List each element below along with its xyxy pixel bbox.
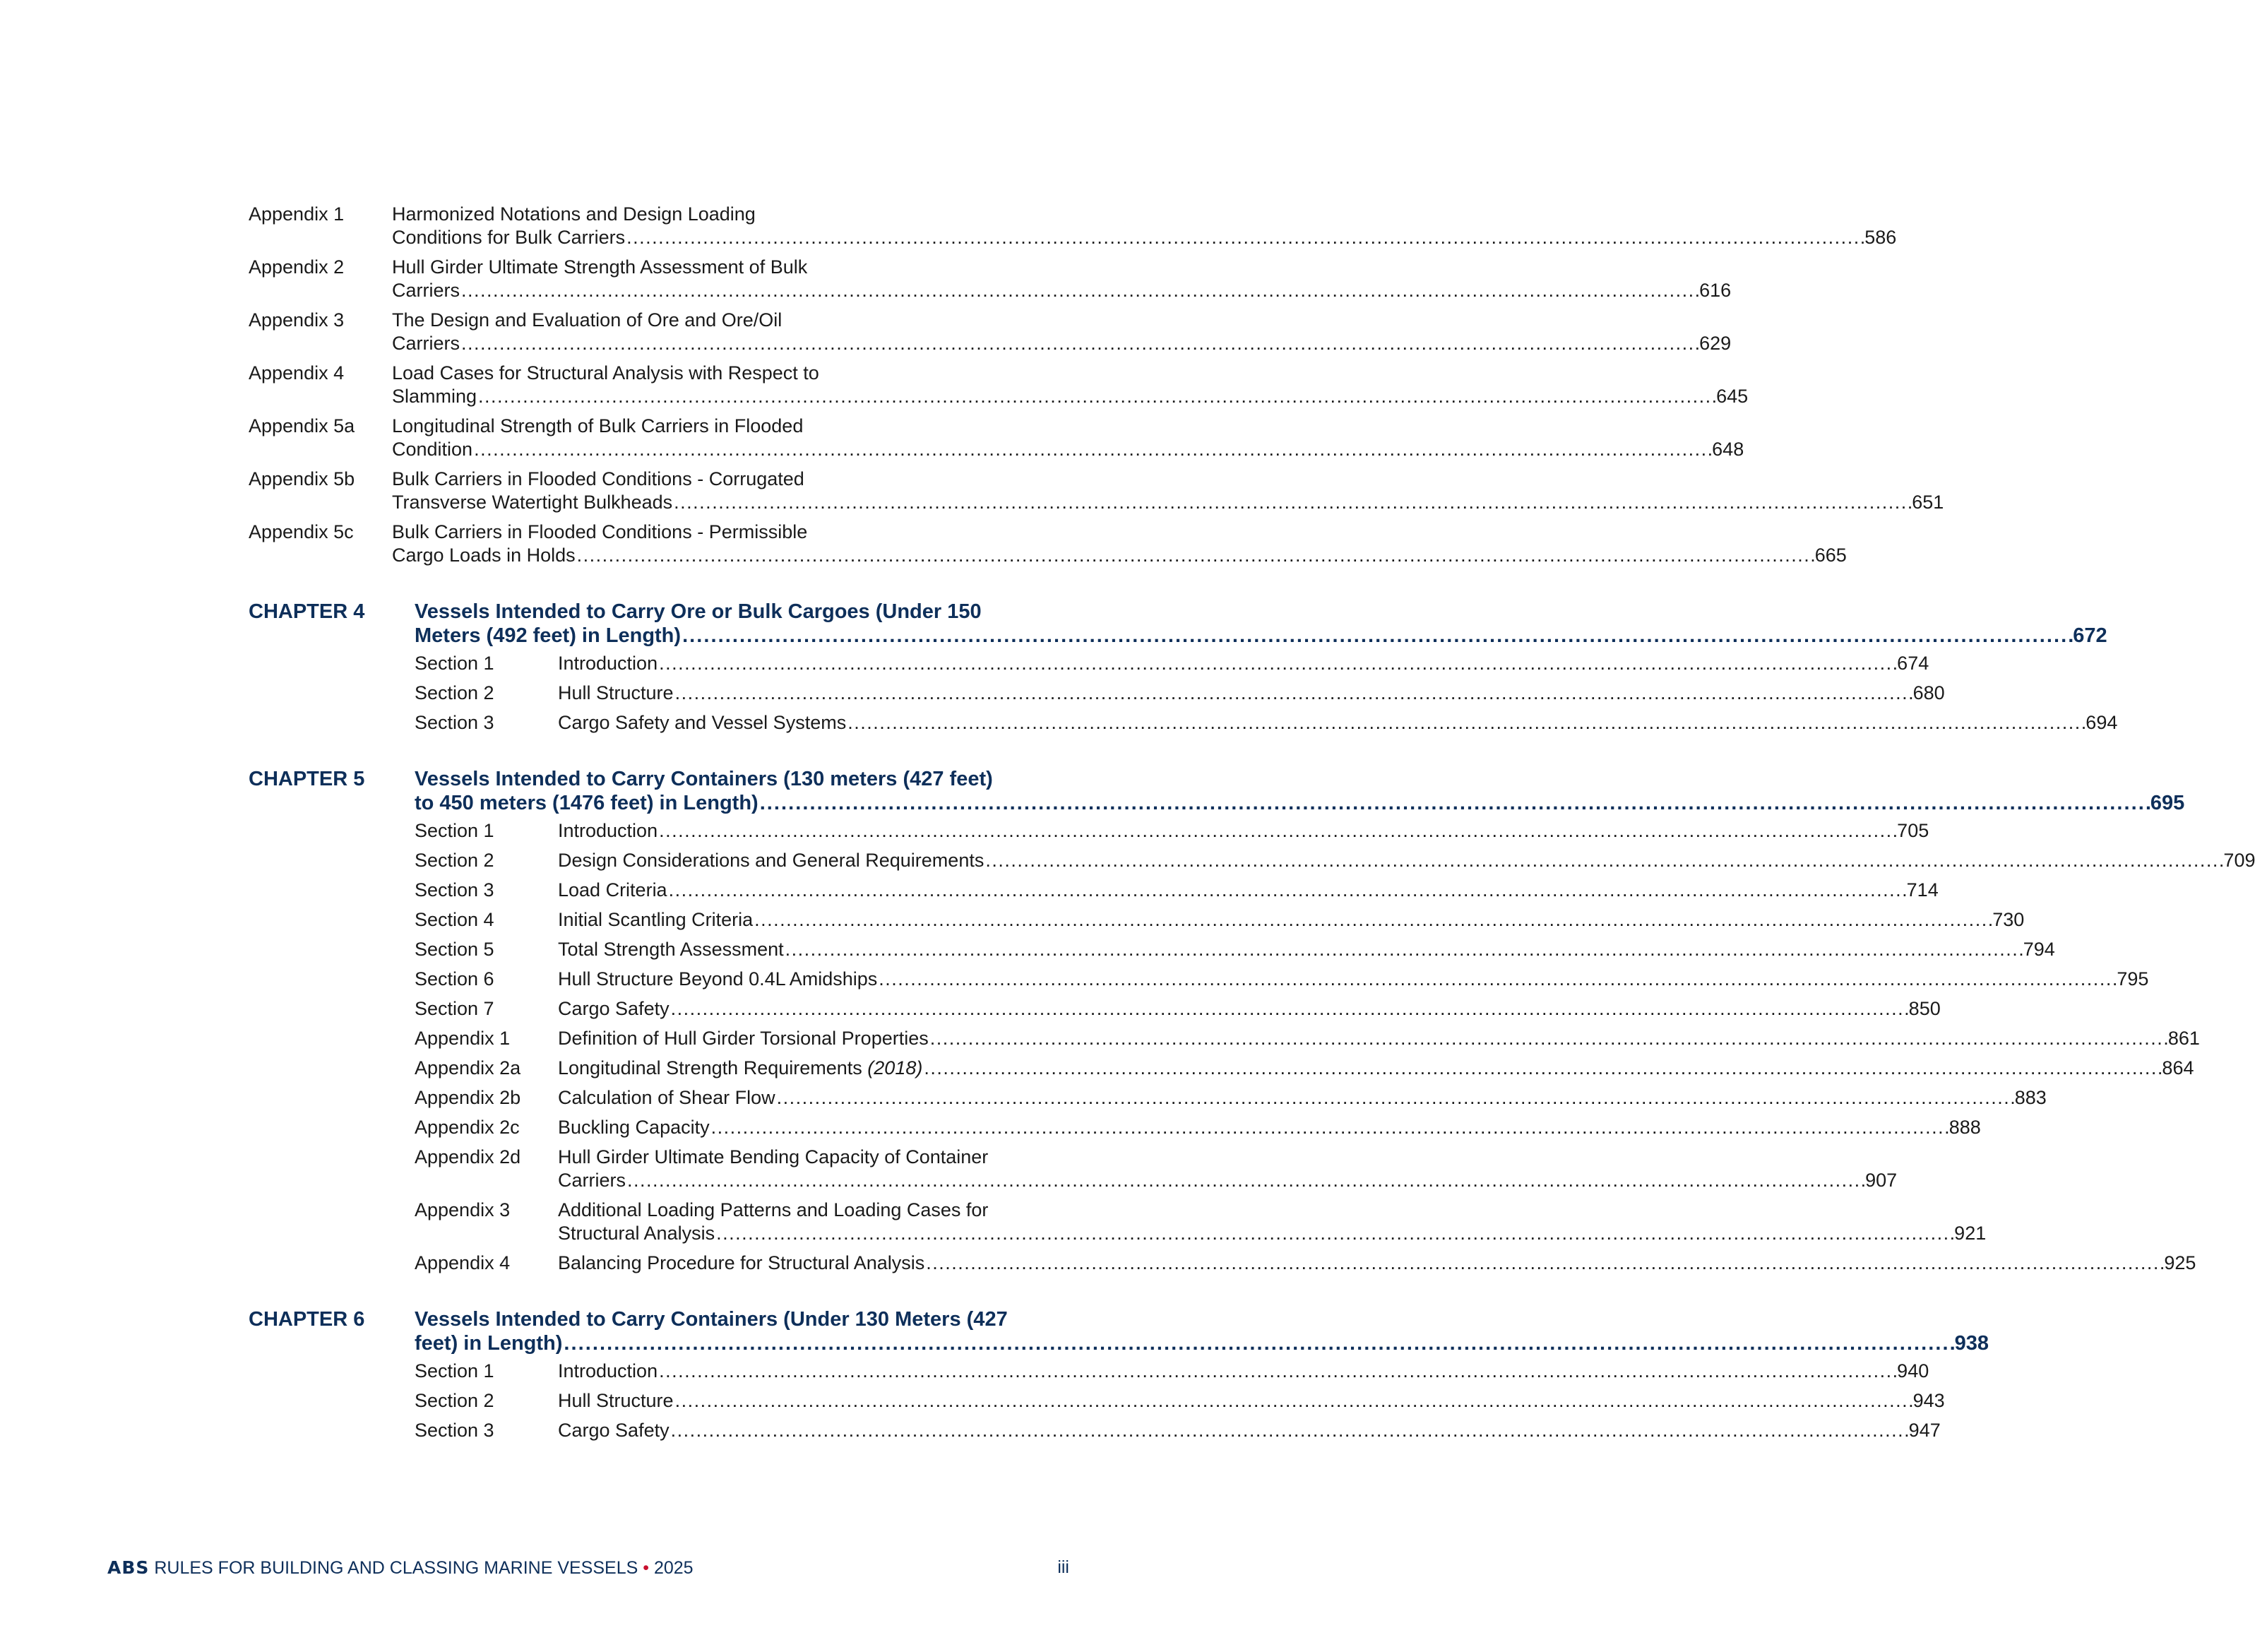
toc-entry[interactable] xyxy=(415,1057,2194,1080)
entry-title: Hull Structure xyxy=(558,682,674,703)
entry-title: Definition of Hull Girder Torsional Properties xyxy=(558,1028,929,1049)
entry-page: 709 xyxy=(2223,850,2255,871)
footer-year: 2025 xyxy=(653,1558,694,1578)
chapter-heading[interactable] xyxy=(249,767,2185,815)
abs-logo: ABS xyxy=(107,1557,150,1578)
entry-label: Appendix 2c xyxy=(415,1117,520,1138)
entry-title-line2: Carriers xyxy=(392,333,460,354)
toc-entry[interactable] xyxy=(249,256,1732,302)
toc-entry[interactable] xyxy=(415,711,2118,735)
footer-page-number: iii xyxy=(1057,1557,1069,1577)
entry-title-line1: Hull Girder Ultimate Bending Capacity of Container xyxy=(558,1146,989,1167)
entry-title-line1: Load Cases for Structural Analysis with Respect to xyxy=(392,362,819,384)
entry-title: Cargo Safety xyxy=(558,1420,670,1441)
toc-entry[interactable] xyxy=(415,652,1929,675)
toc-entry[interactable] xyxy=(415,849,2255,872)
chapter-sections xyxy=(415,652,2118,735)
toc-entry[interactable] xyxy=(415,938,2055,961)
chapter-label: CHAPTER 5 xyxy=(249,768,365,790)
footer-rules-title: RULES FOR BUILDING AND CLASSING MARINE VESSELS xyxy=(154,1558,638,1578)
entry-title-line1: Additional Loading Patterns and Loading Cases for xyxy=(558,1199,989,1220)
toc-entry[interactable] xyxy=(249,309,1732,355)
toc-entry[interactable] xyxy=(249,521,1847,567)
entry-page: 883 xyxy=(2014,1087,2047,1108)
toc-entry[interactable] xyxy=(415,1199,1987,1245)
entry-page: 861 xyxy=(2167,1028,2200,1049)
entry-title-line1: Harmonized Notations and Design Loading xyxy=(392,203,756,225)
entry-page: 705 xyxy=(1897,820,1929,841)
entry-page: 943 xyxy=(1912,1390,1945,1411)
toc-entry[interactable] xyxy=(415,1027,2200,1050)
entry-title: Carriers xyxy=(558,1170,626,1191)
entry-title-line2: Cargo Loads in Holds xyxy=(392,545,576,566)
entry-label: Section 3 xyxy=(415,712,494,733)
entry-page: 694 xyxy=(2086,712,2118,733)
entry-label: Section 1 xyxy=(415,1360,494,1381)
entry-title: Hull Structure Beyond 0.4L Amidships xyxy=(558,968,878,990)
entry-label: Section 3 xyxy=(415,879,494,901)
toc-entry[interactable] xyxy=(415,819,1929,843)
entry-page: 850 xyxy=(1908,998,1941,1019)
entry-title-line2: Carriers xyxy=(392,280,460,301)
chapter-title-line2: feet) in Length) xyxy=(415,1332,563,1355)
entry-label: Appendix 4 xyxy=(249,362,345,384)
entry-label: Appendix 2b xyxy=(415,1087,521,1108)
entry-title-line2: Conditions for Bulk Carriers xyxy=(392,227,626,248)
entry-label: Section 1 xyxy=(415,653,494,674)
entry-title: Balancing Procedure for Structural Analysis xyxy=(558,1252,925,1273)
toc-entry[interactable] xyxy=(415,1360,1929,1383)
entry-title: Cargo Safety and Vessel Systems xyxy=(558,712,847,733)
entry-label: Section 1 xyxy=(415,820,494,841)
entry-page: 645 xyxy=(1716,386,1749,407)
toc-entry[interactable] xyxy=(415,968,2149,991)
entry-page: 864 xyxy=(2162,1057,2194,1078)
entry-page: 665 xyxy=(1814,545,1847,566)
entry-label: Section 2 xyxy=(415,850,494,871)
toc-entry[interactable] xyxy=(415,908,2025,932)
entry-label: Appendix 5a xyxy=(249,415,355,436)
entry-label: Appendix 3 xyxy=(249,309,345,331)
entry-page: 586 xyxy=(1864,227,1897,248)
entry-page: 940 xyxy=(1897,1360,1929,1381)
chapter-page: 938 xyxy=(1954,1332,1989,1355)
entry-label: Section 2 xyxy=(415,1390,494,1411)
entry-title-line1: Bulk Carriers in Flooded Conditions - Permissible xyxy=(392,521,808,542)
entry-title: Load Criteria xyxy=(558,879,667,901)
chapter-title-line2: Meters (492 feet) in Length) xyxy=(415,624,682,647)
entry-title: Introduction xyxy=(558,820,658,841)
footer-title xyxy=(107,1557,694,1579)
toc-entry[interactable] xyxy=(249,415,1744,461)
toc-entry[interactable] xyxy=(415,997,1941,1021)
entry-page: 616 xyxy=(1699,280,1732,301)
entry-title-line2: Condition xyxy=(392,439,473,460)
entry-page: 648 xyxy=(1712,439,1744,460)
entry-title: Buckling Capacity xyxy=(558,1117,710,1138)
entry-title-note: (2018) xyxy=(867,1057,923,1078)
entry-page: 921 xyxy=(1954,1223,1987,1244)
chapter-title-line2: to 450 meters (1476 feet) in Length) xyxy=(415,792,758,814)
chapter-heading[interactable] xyxy=(249,600,2107,648)
entry-label: Appendix 5c xyxy=(249,521,354,542)
entry-label: Section 5 xyxy=(415,939,494,960)
entry-label: Appendix 5b xyxy=(249,468,355,489)
entry-label: Appendix 4 xyxy=(415,1252,511,1273)
entry-page: 714 xyxy=(1906,879,1939,901)
entry-title: Introduction xyxy=(558,1360,658,1381)
entry-label: Section 4 xyxy=(415,909,494,930)
chapter-title-line1: Vessels Intended to Carry Containers (Under 130 Meters (427 xyxy=(415,1308,1008,1331)
toc-entry[interactable] xyxy=(249,203,1897,249)
entry-label: Appendix 2a xyxy=(415,1057,521,1078)
entry-page: 888 xyxy=(1948,1117,1981,1138)
toc-entry[interactable] xyxy=(415,879,1939,902)
entry-page: 925 xyxy=(2164,1252,2196,1273)
pre-entries xyxy=(249,203,1944,567)
toc-entry[interactable] xyxy=(249,468,1944,514)
toc-entry[interactable] xyxy=(415,1116,1981,1139)
entry-title: Introduction xyxy=(558,653,658,674)
entry-label: Section 6 xyxy=(415,968,494,990)
chapter-heading[interactable] xyxy=(249,1307,1989,1355)
entry-label: Appendix 1 xyxy=(249,203,345,225)
page-footer xyxy=(107,1557,1069,1579)
toc-entry[interactable] xyxy=(415,1252,2196,1275)
entry-label: Appendix 1 xyxy=(415,1028,511,1049)
chapter-page: 695 xyxy=(2150,792,2185,814)
entry-page: 680 xyxy=(1912,682,1945,703)
entry-page: 795 xyxy=(2117,968,2149,990)
chapter-sections xyxy=(415,819,2255,1275)
entry-title-line1: The Design and Evaluation of Ore and Ore/Oil xyxy=(392,309,783,331)
chapter-sections xyxy=(415,1360,1945,1442)
entry-title: Initial Scantling Criteria xyxy=(558,909,754,930)
entry-title-line1: Hull Girder Ultimate Strength Assessment of Bulk xyxy=(392,256,808,278)
entry-label: Appendix 2d xyxy=(415,1146,521,1167)
entry-title: Hull Structure xyxy=(558,1390,674,1411)
table-of-contents xyxy=(249,203,2255,1449)
chapter-page: 672 xyxy=(2073,624,2107,647)
chapter-label: CHAPTER 6 xyxy=(249,1308,365,1331)
chapter-title-line1: Vessels Intended to Carry Containers (130 meters (427 feet) xyxy=(415,768,993,790)
chapter-title-line1: Vessels Intended to Carry Ore or Bulk Cargoes (Under 150 xyxy=(415,600,982,623)
entry-title: Longitudinal Strength Requirements xyxy=(558,1057,862,1078)
entry-title-line2: Slamming xyxy=(392,386,477,407)
entry-title-line1: Bulk Carriers in Flooded Conditions - Corrugated xyxy=(392,468,804,489)
entry-page: 651 xyxy=(1912,492,1944,513)
chapter-list xyxy=(249,600,2255,1442)
entry-label: Section 2 xyxy=(415,682,494,703)
entry-title: Calculation of Shear Flow xyxy=(558,1087,775,1108)
entry-title-line1: Longitudinal Strength of Bulk Carriers in Flooded xyxy=(392,415,804,436)
entry-label: Appendix 2 xyxy=(249,256,345,278)
chapter-label: CHAPTER 4 xyxy=(249,600,365,623)
entry-page: 730 xyxy=(1992,909,2025,930)
entry-page: 907 xyxy=(1865,1170,1898,1191)
entry-title: Total Strength Assessment xyxy=(558,939,784,960)
toc-entry[interactable] xyxy=(415,1419,1941,1442)
toc-entry[interactable] xyxy=(415,1086,2047,1110)
entry-page: 629 xyxy=(1699,333,1732,354)
entry-label: Section 3 xyxy=(415,1420,494,1441)
toc-entry[interactable] xyxy=(249,362,1749,408)
entry-label: Section 7 xyxy=(415,998,494,1019)
footer-bullet: • xyxy=(643,1558,649,1578)
entry-title: Design Considerations and General Requirements xyxy=(558,850,984,871)
entry-page: 674 xyxy=(1897,653,1929,674)
entry-title-line2: Transverse Watertight Bulkheads xyxy=(392,492,673,513)
toc-entry[interactable] xyxy=(415,1389,1945,1413)
entry-title: Cargo Safety xyxy=(558,998,670,1019)
entry-label: Appendix 3 xyxy=(415,1199,511,1220)
entry-title: Structural Analysis xyxy=(558,1223,715,1244)
entry-page: 794 xyxy=(2023,939,2055,960)
toc-entry[interactable] xyxy=(415,1146,1898,1192)
toc-entry[interactable] xyxy=(415,682,1945,705)
entry-page: 947 xyxy=(1908,1420,1941,1441)
